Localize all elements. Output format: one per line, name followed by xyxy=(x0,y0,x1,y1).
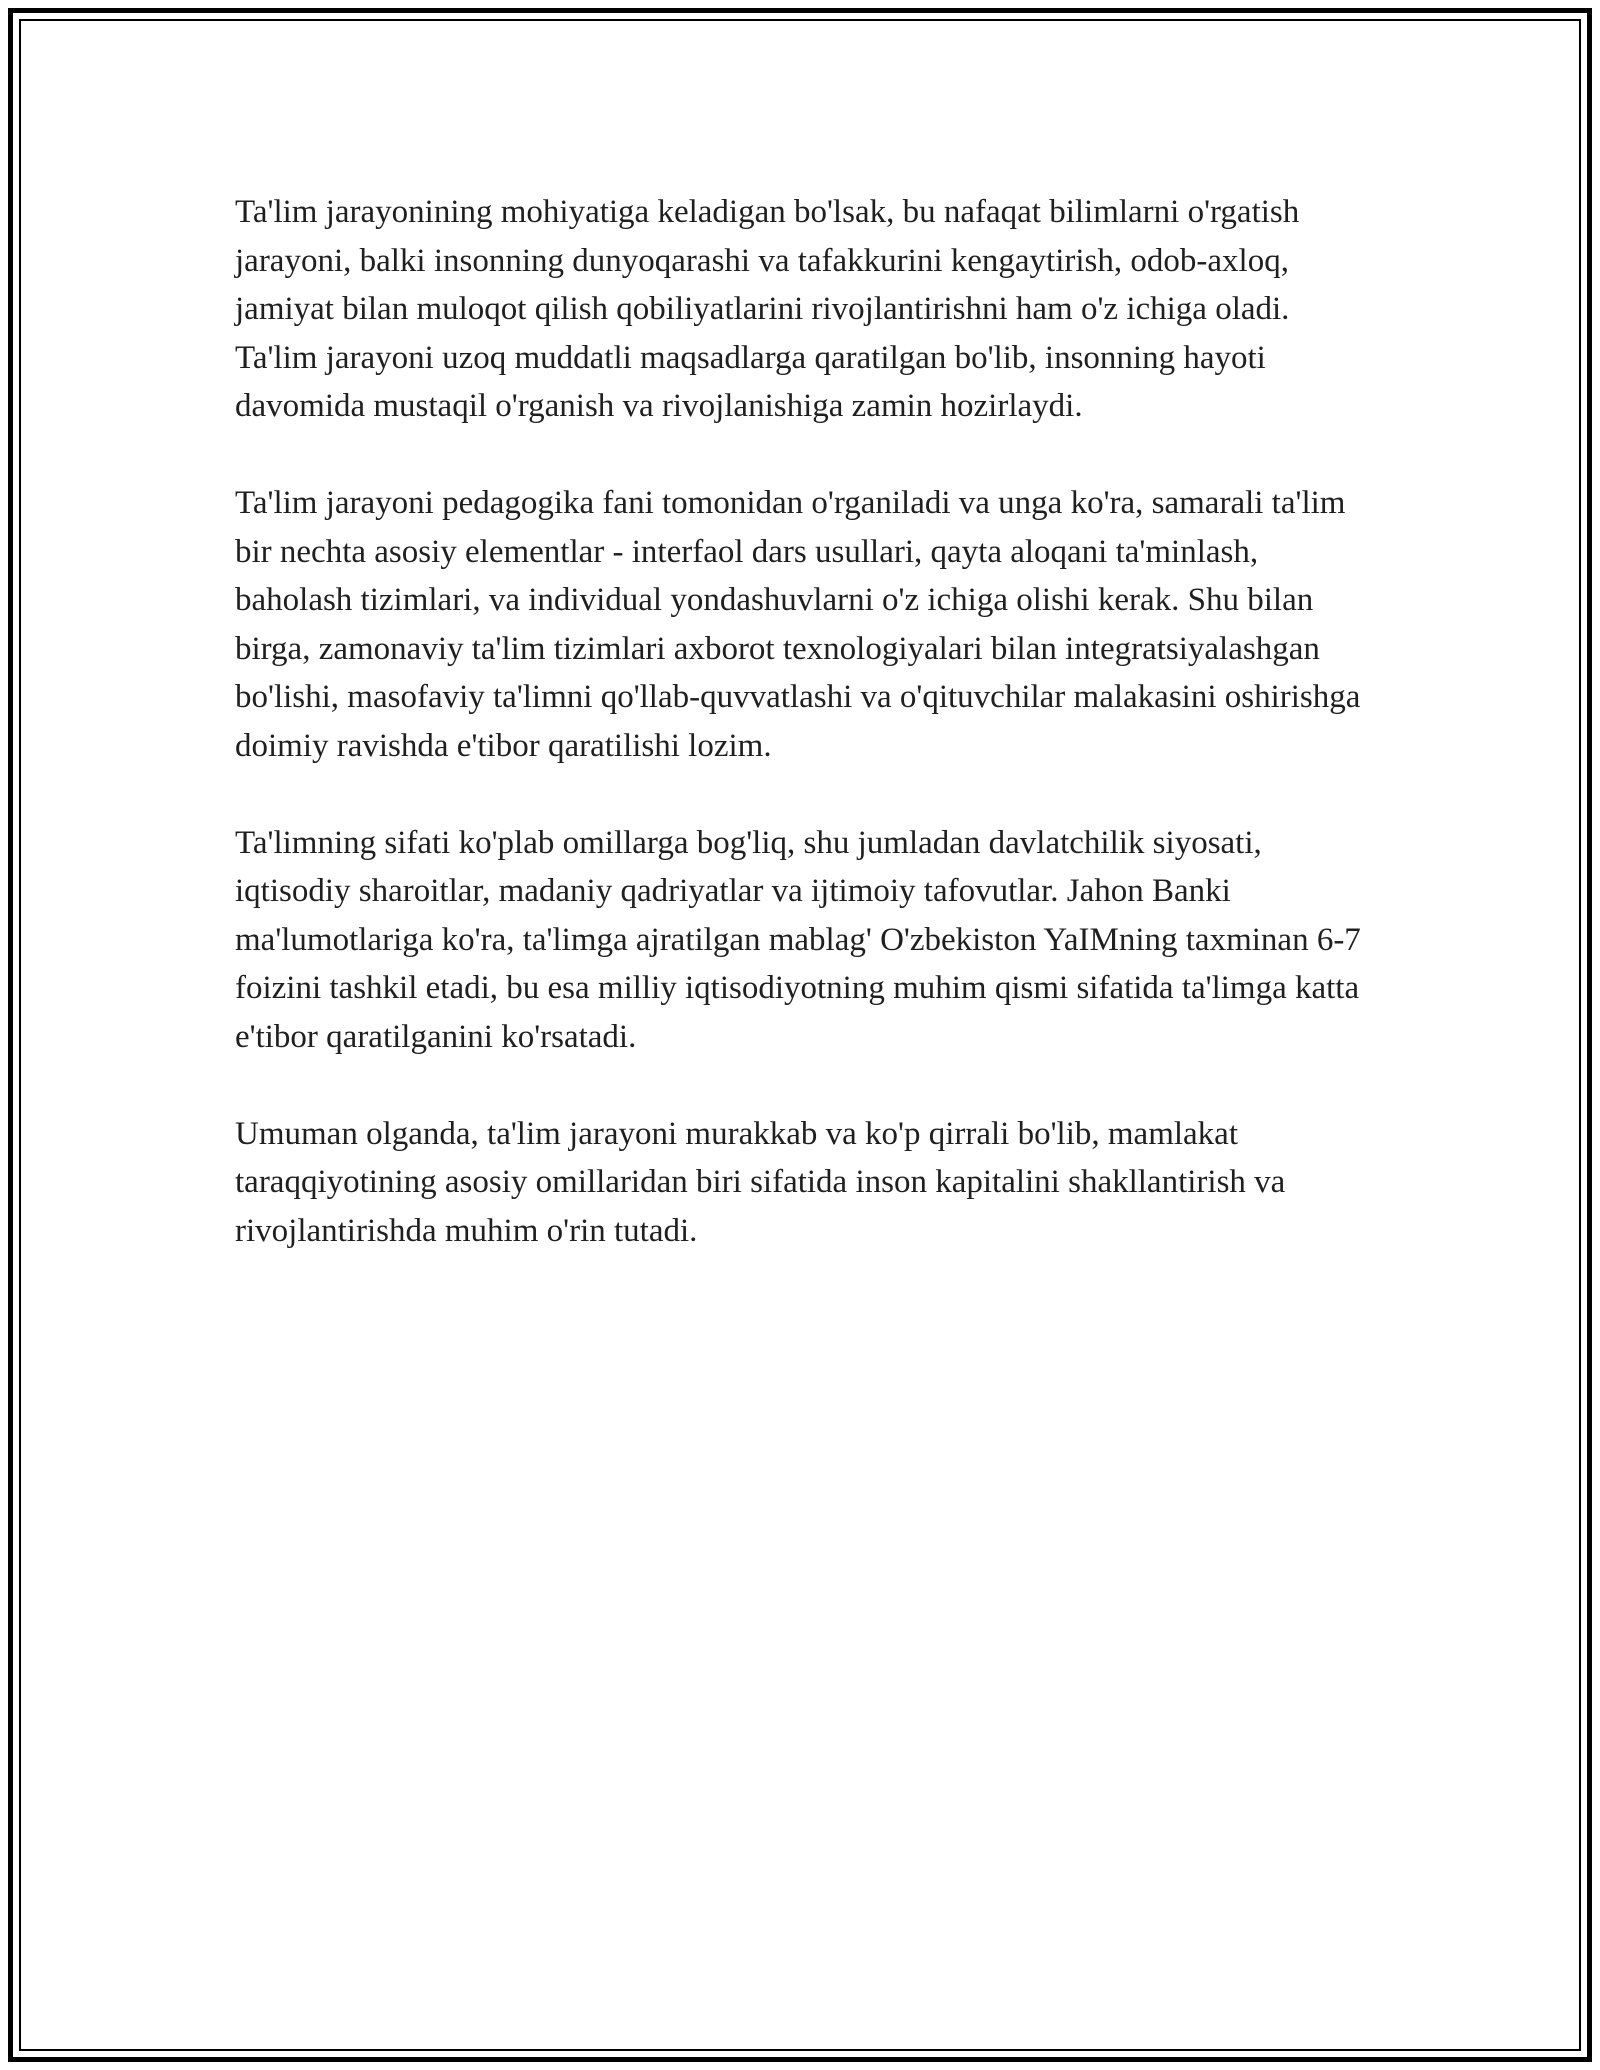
document-body xyxy=(235,188,1375,1304)
paragraph-3: Ta'limning sifati ko'plab omillarga bog'liq, shu jumladan davlatchilik siyosati, iqtisodiy sharoitlar, madaniy qadriyatlar va ijtimoiy tafovutlar. Jahon Banki ma'lumotlariga ko'ra, ta'limga ajratilgan mablag' O'zbekiston YaIMning taxminan 6-7 foizini tashkil etadi, bu esa milliy iqtisodiyotning muhim qismi sifatida ta'limga katta e'tibor qaratilganini ko'rsatadi. xyxy=(235,824,1361,1055)
paragraph-4: Umuman olganda, ta'lim jarayoni murakkab va ko'p qirrali bo'lib, mamlakat taraqqiyotining asosiy omillaridan biri sifatida inson kapitalini shakllantirish va rivojlantirishda muhim o'rin tutadi. xyxy=(235,1115,1286,1249)
paragraph-1: Ta'lim jarayonining mohiyatiga keladigan bo'lsak, bu nafaqat bilimlarni o'rgatish jarayoni, balki insonning dunyoqarashi va tafakkurini kengaytirish, odob-axloq, jamiyat bilan muloqot qilish qobiliyatlarini rivojlantirishni ham o'z ichiga oladi. Ta'lim jarayoni uzoq muddatli maqsadlarga qaratilgan bo'lib, insonning hayoti davomida mustaqil o'rganish va rivojlanishiga zamin hozirlaydi. xyxy=(235,194,1300,424)
paragraph-2: Ta'lim jarayoni pedagogika fani tomonidan o'rganiladi va unga ko'ra, samarali ta'lim bir nechta asosiy elementlar - interfaol dars usullari, qayta aloqani ta'minlash, baholash tizimlari, va individual yondashuvlarni o'z ichiga olishi kerak. Shu bilan birga, zamonaviy ta'lim tizimlari axborot texnologiyalari bilan integratsiyalashgan bo'lishi, masofaviy ta'limni qo'llab-quvvatlashi va o'qituvchilar malakasini oshirishga doimiy ravishda e'tibor qaratilishi lozim. xyxy=(235,485,1361,764)
